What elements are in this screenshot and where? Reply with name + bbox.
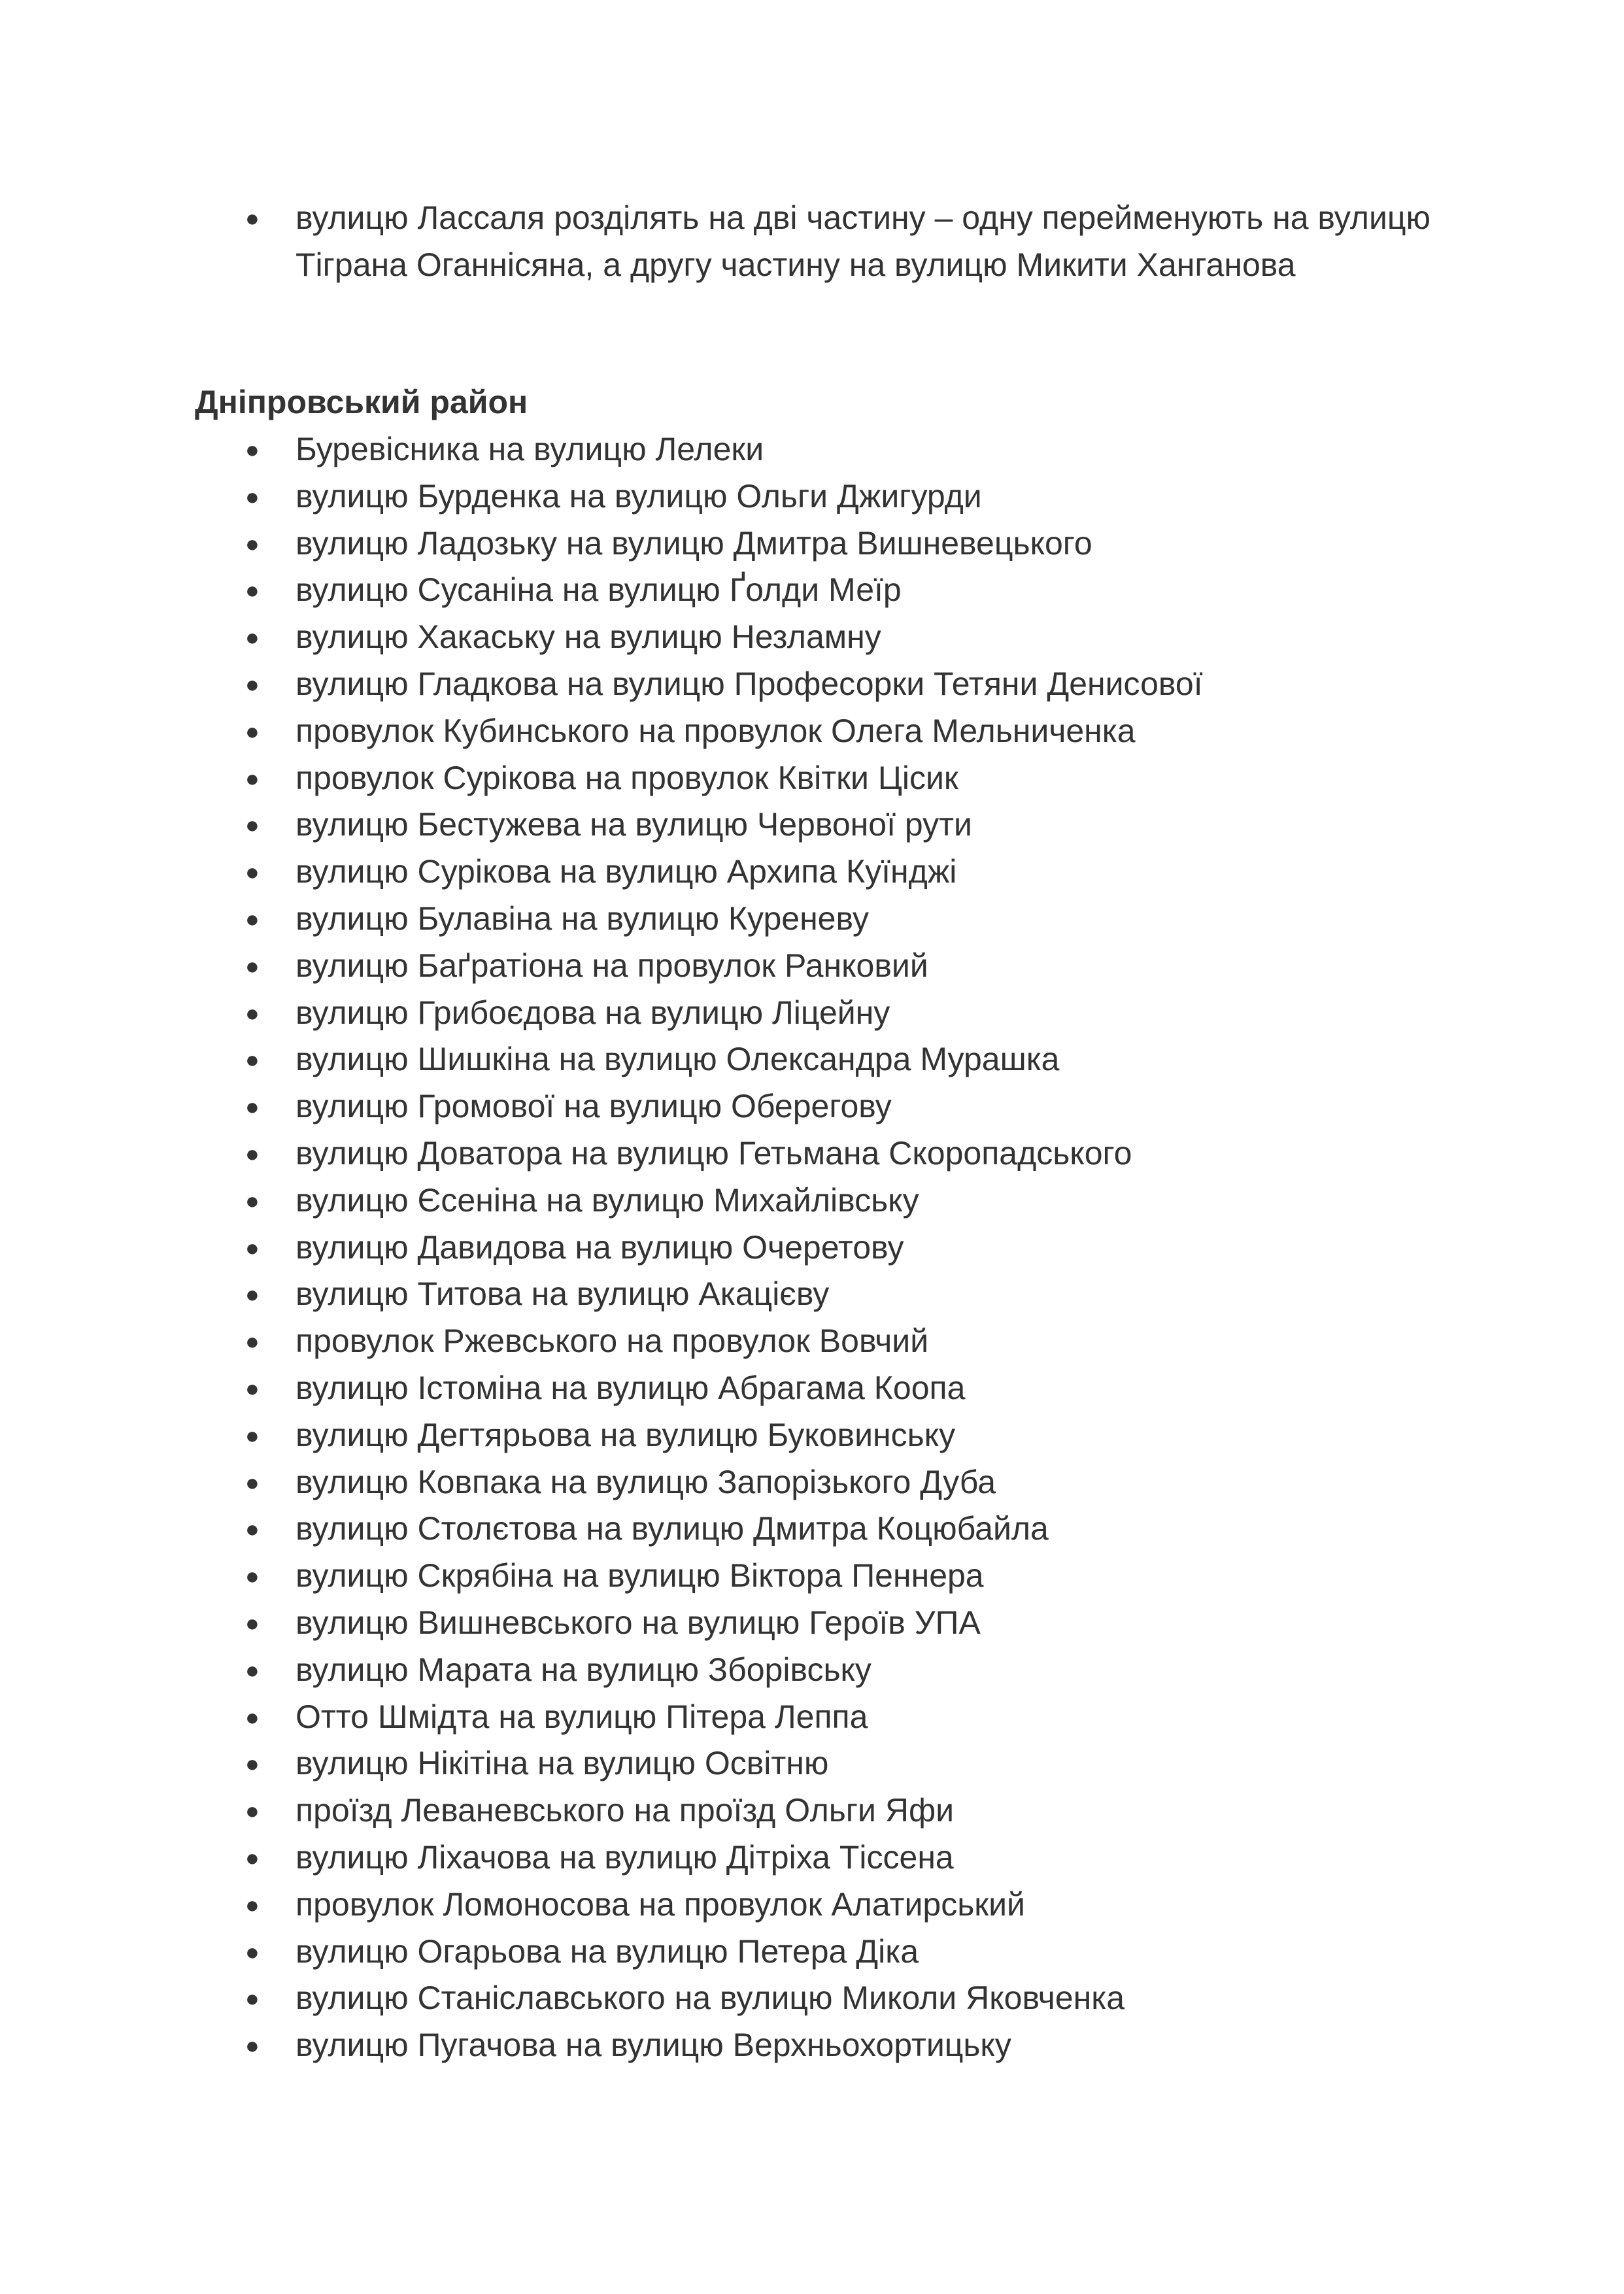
list-item-text: вулицю Титова на вулицю Акацієву — [296, 1275, 830, 1313]
list-item — [243, 1694, 1433, 1741]
previous-district-list — [243, 195, 1433, 289]
list-item-text: вулицю Грибоєдова на вулицю Ліцейну — [296, 994, 890, 1031]
bullet-icon: ● — [245, 1562, 260, 1590]
list-item-text: вулицю Вишневського на вулицю Героїв УПА — [296, 1604, 981, 1641]
bullet-icon: ● — [245, 482, 260, 510]
list-item-text: вулицю Лассаля розділять на дві частину – одну перейменують на вулицю Тіграна Оганнісяна, а другу частину на вулицю Микити Ханганова — [296, 199, 1431, 283]
list-item — [243, 849, 1433, 896]
bullet-icon: ● — [245, 1093, 260, 1121]
list-item-text: вулицю Дегтярьова на вулицю Буковинську — [296, 1416, 956, 1453]
bullet-icon: ● — [245, 1656, 260, 1683]
section-heading: Дніпровський район — [195, 384, 528, 420]
list-item-text: вулицю Ковпака на вулицю Запорізького Дуба — [296, 1463, 996, 1500]
list-item-text: провулок Кубинського на провулок Олега Мельниченка — [296, 712, 1136, 749]
list-item — [243, 661, 1433, 708]
bullet-icon: ● — [245, 717, 260, 745]
list-item-text: вулицю Громової на вулицю Оберегову — [296, 1088, 892, 1125]
bullet-icon: ● — [245, 1234, 260, 1261]
list-item-text: вулицю Огарьова на вулицю Петера Діка — [296, 1932, 919, 1970]
list-item — [243, 1130, 1433, 1177]
list-item — [243, 990, 1433, 1037]
bullet-icon: ● — [245, 1985, 260, 2012]
list-item — [243, 1459, 1433, 1506]
bullet-icon: ● — [245, 436, 260, 463]
list-item-text: проїзд Леваневського на проїзд Ольги Яфи — [296, 1792, 955, 1829]
bullet-icon: ● — [245, 1609, 260, 1636]
list-item-text: вулицю Шишкіна на вулицю Олександра Мурашка — [296, 1041, 1060, 1078]
list-item — [243, 896, 1433, 943]
list-item — [243, 1271, 1433, 1318]
bullet-icon: ● — [245, 999, 260, 1026]
list-item-text: Отто Шмідта на вулицю Пітера Леппа — [296, 1698, 868, 1735]
bullet-icon: ● — [245, 205, 260, 231]
list-item — [243, 1647, 1433, 1694]
list-item-text: вулицю Бестужева на вулицю Червоної рути — [296, 806, 972, 843]
list-item — [243, 614, 1433, 661]
list-item — [243, 1740, 1433, 1787]
list-item — [243, 1224, 1433, 1272]
bullet-icon: ● — [245, 811, 260, 839]
list-item-text: вулицю Істоміна на вулицю Абрагама Коопа — [296, 1369, 966, 1406]
bullet-icon: ● — [245, 1703, 260, 1730]
list-item-text: вулицю Булавіна на вулицю Куреневу — [296, 900, 869, 937]
list-item-text: вулицю Марата на вулицю Зборівську — [296, 1651, 871, 1688]
list-item-text: вулицю Єсеніна на вулицю Михайлівську — [296, 1181, 919, 1219]
list-item — [243, 1177, 1433, 1224]
bullet-icon: ● — [245, 2032, 260, 2059]
list-item — [243, 708, 1433, 755]
list-item-text: вулицю Гладкова на вулицю Професорки Тетяни Денисової — [296, 665, 1203, 702]
bullet-icon: ● — [245, 1328, 260, 1355]
list-item — [243, 1506, 1433, 1553]
bullet-icon: ● — [245, 1046, 260, 1073]
list-item-text: вулицю Столєтова на вулицю Дмитра Коцюбайла — [296, 1510, 1049, 1547]
list-item-text: вулицю Хакаську на вулицю Незламну — [296, 618, 881, 656]
list-item-text: провулок Ломоносова на провулок Алатирський — [296, 1885, 1025, 1923]
list-item — [243, 1929, 1433, 1976]
bullet-icon: ● — [245, 764, 260, 792]
bullet-icon: ● — [245, 1281, 260, 1308]
bullet-icon: ● — [245, 1797, 260, 1825]
list-item-text: вулицю Ліхачова на вулицю Дітріха Тіссена — [296, 1838, 954, 1876]
list-item-text: вулицю Баґратіона на провулок Ранковий — [296, 947, 928, 984]
list-item — [243, 1834, 1433, 1881]
bullet-icon: ● — [245, 1844, 260, 1871]
list-item-text: провулок Сурікова на провулок Квітки Цісик — [296, 759, 958, 796]
bullet-icon: ● — [245, 670, 260, 698]
bullet-icon: ● — [245, 858, 260, 886]
list-item-text: вулицю Станіславського на вулицю Миколи Яковченка — [296, 1980, 1125, 2017]
bullet-icon: ● — [245, 577, 260, 604]
bullet-icon: ● — [245, 1187, 260, 1214]
list-item-text: вулицю Нікітіна на вулицю Освітню — [296, 1745, 829, 1782]
bullet-icon: ● — [245, 905, 260, 932]
list-item — [243, 1083, 1433, 1130]
bullet-icon: ● — [245, 624, 260, 651]
list-item — [243, 1787, 1433, 1834]
bullet-icon: ● — [245, 1374, 260, 1402]
bullet-icon: ● — [245, 952, 260, 979]
bullet-icon: ● — [245, 1139, 260, 1167]
bullet-icon: ● — [245, 1515, 260, 1543]
bullet-icon: ● — [245, 1891, 260, 1918]
list-item-text: вулицю Сусаніна на вулицю Ґолди Меїр — [296, 571, 902, 609]
list-item — [243, 2022, 1433, 2069]
list-item-text: вулицю Ладозьку на вулицю Дмитра Вишневецького — [296, 524, 1092, 562]
list-item — [243, 801, 1433, 849]
list-item — [243, 943, 1433, 990]
list-item-text: вулицю Сурікова на вулицю Архипа Куїнджі — [296, 853, 957, 890]
list-item-text: вулицю Давидова на вулицю Очеретову — [296, 1228, 904, 1266]
list-item-text: вулицю Пугачова на вулицю Верхньохортицьку — [296, 2027, 1011, 2064]
list-item — [243, 426, 1433, 473]
dnipro-district-list — [243, 426, 1433, 2069]
list-item — [243, 1975, 1433, 2022]
list-item — [243, 195, 1433, 289]
list-item — [243, 1365, 1433, 1412]
list-item — [243, 1553, 1433, 1600]
list-item — [243, 520, 1433, 567]
list-item-text: вулицю Бурденка на вулицю Ольги Джигурди — [296, 477, 982, 514]
list-item-text: Буревісника на вулицю Лелеки — [296, 431, 764, 467]
bullet-icon: ● — [245, 530, 260, 557]
list-item — [243, 1318, 1433, 1365]
list-item-text: вулицю Доватора на вулицю Гетьмана Скоропадського — [296, 1134, 1132, 1172]
list-item — [243, 755, 1433, 802]
bullet-icon: ● — [245, 1750, 260, 1778]
list-item-text: вулицю Скрябіна на вулицю Віктора Пеннера — [296, 1557, 984, 1594]
list-item — [243, 473, 1433, 520]
list-item — [243, 1412, 1433, 1459]
list-item — [243, 1600, 1433, 1647]
bullet-icon: ● — [245, 1938, 260, 1965]
bullet-icon: ● — [245, 1468, 260, 1496]
list-item — [243, 1881, 1433, 1929]
list-item — [243, 567, 1433, 614]
list-item-text: провулок Ржевського на провулок Вовчий — [296, 1323, 929, 1360]
list-item — [243, 1036, 1433, 1083]
bullet-icon: ● — [245, 1421, 260, 1449]
